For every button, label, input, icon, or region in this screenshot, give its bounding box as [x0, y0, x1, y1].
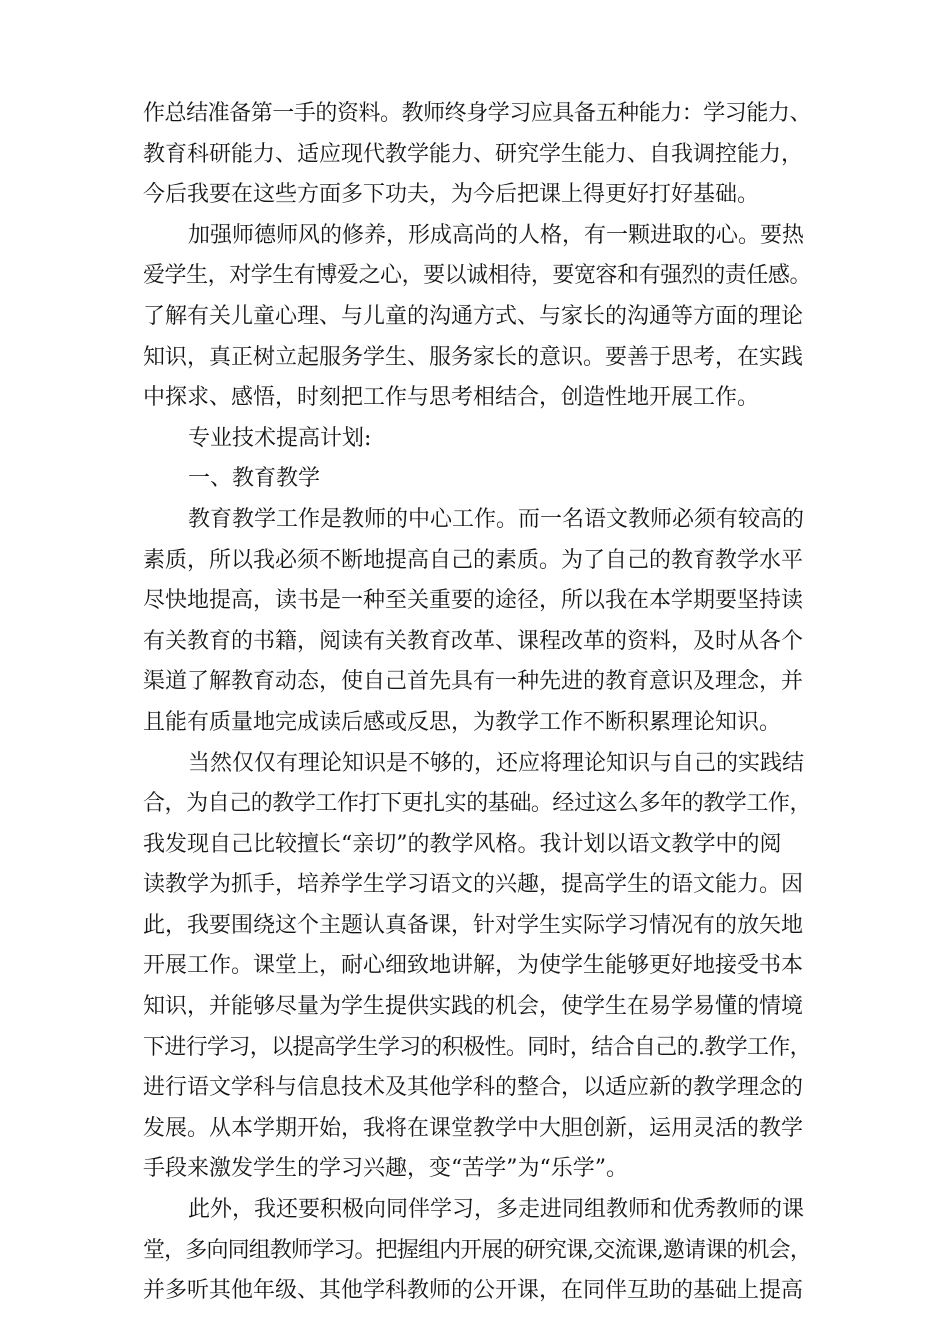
text-line: 知识，真正树立起服务学生、服务家长的意识。要善于思考，在实践 — [143, 344, 804, 370]
text-line: 当然仅仅有理论知识是不够的，还应将理论知识与自己的实践结 — [188, 750, 805, 776]
text-line: 爱学生，对学生有博爱之心，要以诚相待，要宽容和有强烈的责任感。 — [143, 263, 811, 289]
text-line: 发展。从本学期开始，我将在课堂教学中大胆创新，运用灵活的教学 — [143, 1115, 804, 1141]
text-line: 我发现自己比较擅长“亲切”的教学风格。我计划以语文教学中的阅 — [143, 831, 782, 857]
text-line: 合，为自己的教学工作打下更扎实的基础。经过这么多年的教学工作， — [143, 791, 811, 817]
text-line: 作总结准备第一手的资料。教师终身学习应具备五种能力：学习能力、 — [143, 101, 811, 126]
document-body — [143, 94, 811, 1312]
text-line: 加强师德师风的修养，形成高尚的人格，有一颗进取的心。要热 — [188, 222, 805, 248]
text-line: 教育科研能力、适应现代教学能力、研究学生能力、自我调控能力， — [143, 141, 804, 167]
text-line: 进行语文学科与信息技术及其他学科的整合，以适应新的教学理念的 — [143, 1075, 804, 1101]
text-line: 此，我要围绕这个主题认真备课，针对学生实际学习情况有的放矢地 — [143, 912, 804, 938]
text-line: 了解有关儿童心理、与儿童的沟通方式、与家长的沟通等方面的理论 — [143, 303, 804, 329]
text-line: 渠道了解教育动态，使自己首先具有一种先进的教育意识及理念，并 — [143, 669, 804, 695]
text-line: 开展工作。课堂上，耐心细致地讲解，为使学生能够更好地接受书本 — [143, 953, 804, 979]
text-line: 一、教育教学 — [188, 466, 321, 492]
text-line: 教育教学工作是教师的中心工作。而一名语文教师必须有较高的 — [188, 506, 805, 532]
text-line: 且能有质量地完成读后感或反思，为教学工作不断积累理论知识。 — [143, 709, 782, 735]
text-line: 中探求、感悟，时刻把工作与思考相结合，创造性地开展工作。 — [143, 385, 760, 411]
text-line: 尽快地提高，读书是一种至关重要的途径，所以我在本学期要坚持读 — [143, 588, 804, 614]
text-line: 有关教育的书籍，阅读有关教育改革、课程改革的资料，及时从各个 — [143, 628, 804, 654]
text-line: 今后我要在这些方面多下功夫，为今后把课上得更好打好基础。 — [143, 182, 760, 208]
text-line: 此外，我还要积极向同伴学习，多走进同组教师和优秀教师的课 — [188, 1197, 805, 1223]
text-line: 手段来激发学生的学习兴趣，变“苦学”为“乐学”。 — [143, 1156, 628, 1182]
text-line: 下进行学习，以提高学生学习的积极性。同时，结合自己的.教学工作， — [143, 1034, 811, 1060]
text-line: 知识，并能够尽量为学生提供实践的机会，使学生在易学易懂的情境 — [143, 994, 804, 1020]
text-line: 专业技术提高计划: — [188, 425, 372, 451]
text-line: 堂，多向同组教师学习。把握组内开展的研究课,交流课,邀请课的机会， — [143, 1237, 811, 1263]
text-line: 并多听其他年级、其他学科教师的公开课，在同伴互助的基础上提高 — [143, 1278, 804, 1304]
text-line: 素质，所以我必须不断地提高自己的素质。为了自己的教育教学水平 — [143, 547, 804, 573]
text-line: 读教学为抓手，培养学生学习语文的兴趣，提高学生的语文能力。因 — [143, 872, 804, 898]
